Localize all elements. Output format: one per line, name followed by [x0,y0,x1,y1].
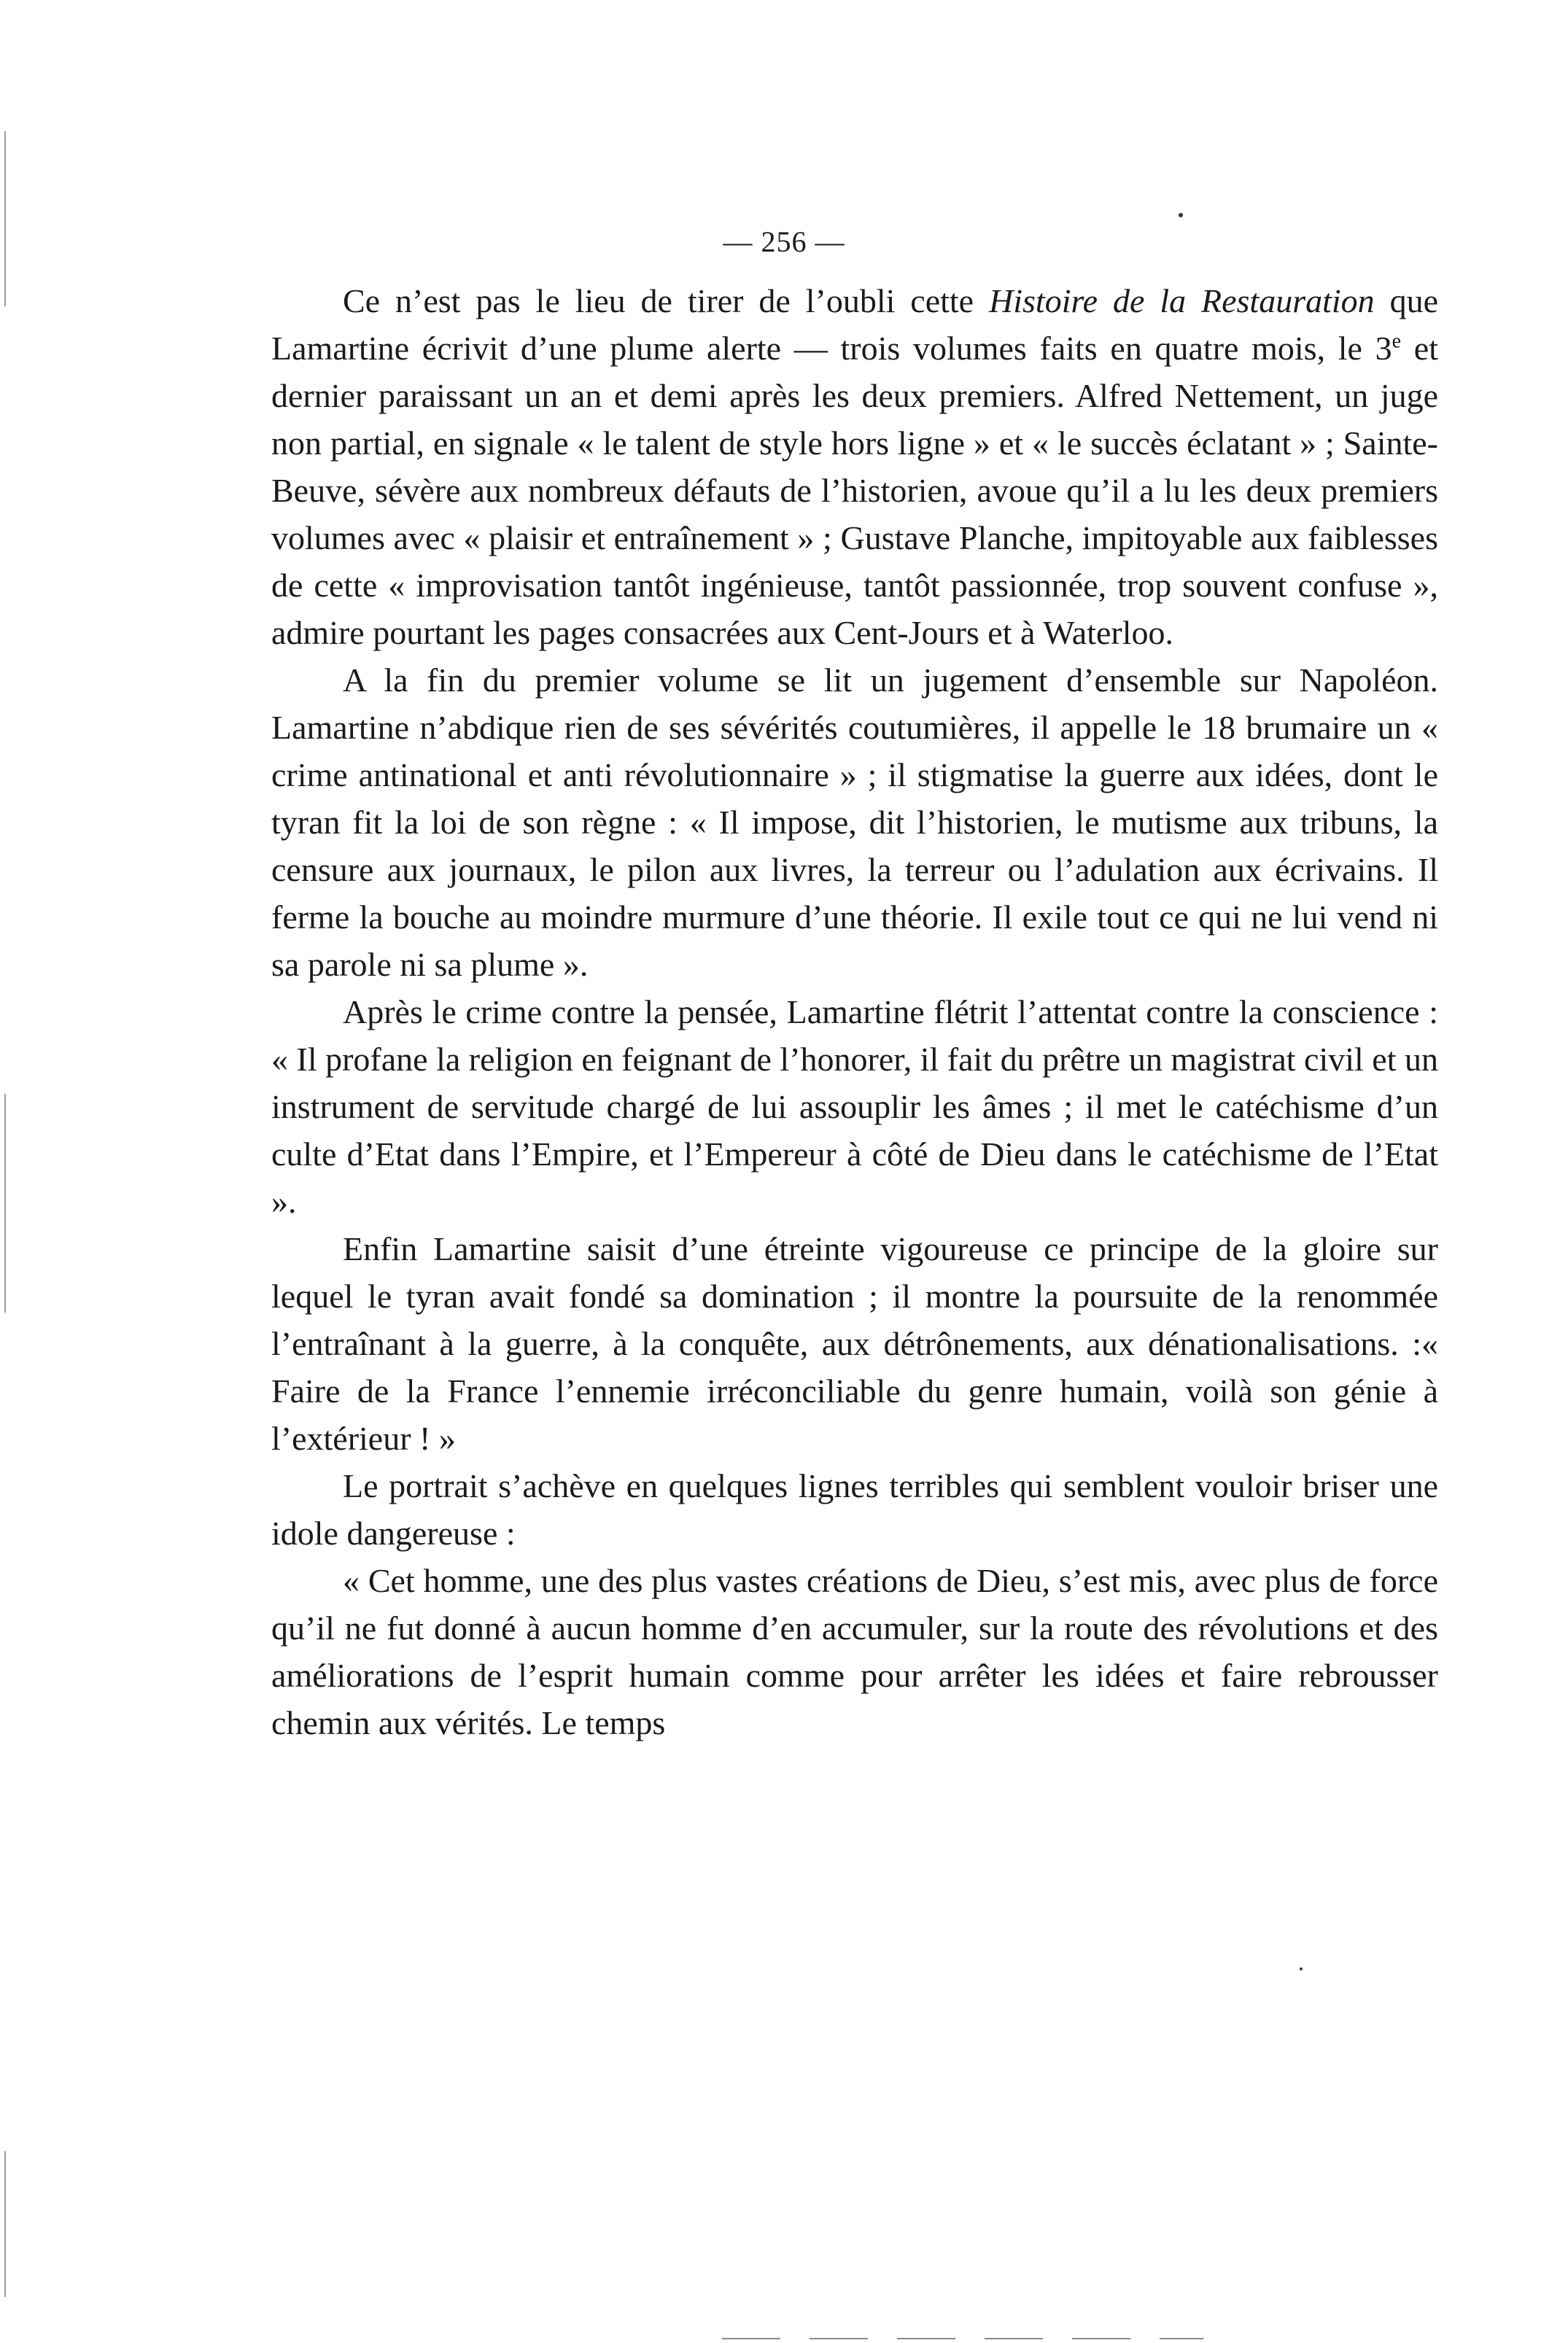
paragraph-p6 [271,1557,1438,1746]
paragraph-p3 [271,988,1438,1225]
scan-bottom-dash [897,2338,955,2339]
paragraph-p4 [271,1225,1438,1462]
scan-margin-mark [4,131,6,306]
scan-margin-mark [4,1094,6,1313]
scan-speck [1300,1967,1303,1970]
page-number: — 256 — [723,225,845,258]
text-segment: Ce n’est pas le lieu de tirer de l’oubli cette [343,282,990,319]
scan-speck [1179,213,1183,217]
paragraph-p5 [271,1462,1438,1557]
paragraph-p1 [271,277,1438,656]
text-segment: Enfin Lamartine saisit d’une étreinte vigoureuse ce principe de la gloire sur lequel le tyran avait fondé sa domination ; il montre la poursuite de la renommée l’entraînant à la guerre, à la conquête, aux détrônements, aux dénationalisations. :« Faire de la France l’ennemie irréconciliable du genre humain, voilà son génie à l’extérieur ! » [271,1230,1438,1457]
scan-bottom-dash [1160,2338,1203,2339]
scan-bottom-dash [722,2338,780,2339]
superscript: e [1392,330,1402,353]
scan-bottom-dash [810,2338,868,2339]
text-segment: Le portrait s’achève en quelques lignes terribles qui semblent vouloir briser une idole dangereuse : [271,1467,1438,1552]
text-segment: A la fin du premier volume se lit un jugement d’ensemble sur Napoléon. Lamartine n’abdique rien de ses sévérités coutumières, il appelle le 18 brumaire un « crime antinational et anti révolutionnaire » ; il stigmatise la guerre aux idées, dont le tyran fit la loi de son règne : « Il impose, dit l’historien, le mutisme aux tribuns, la censure aux journaux, le pilon aux livres, la terreur ou l’adulation aux écrivains. Il ferme la bouche au moindre murmure d’une théorie. Il exile tout ce qui ne lui vend ni sa parole ni sa plume ». [271,661,1438,983]
scan-margin-mark [4,2151,6,2297]
scan-bottom-dash [1072,2338,1130,2339]
italic-title: Histoire de la Restauration [989,282,1375,319]
text-segment: que Lamartine écrivit d’une plume alerte — trois volumes faits en quatre mois, le 3 [271,282,1438,367]
text-segment: Après le crime contre la pensée, Lamartine flétrit l’attentat contre la conscience : « Il profane la religion en feignant de l’honorer, il fait du prêtre un magistrat civil et un instrument de servitude chargé de lui assouplir les âmes ; il met le catéchisme d’un culte d’Etat dans l’Empire, et l’Empereur à côté de Dieu dans le catéchisme de l’Etat ». [271,993,1438,1220]
text-segment: et dernier paraissant un an et demi après les deux premiers. Alfred Nettement, un juge non partial, en signale « le talent de style hors ligne » et « le succès éclatant » ; Sainte-Beuve, sévère aux nombreux défauts de l’historien, avoue qu’il a lu les deux premiers volumes avec « plaisir et entraînement » ; Gustave Planche, impitoyable aux faiblesses de cette « improvisation tantôt ingénieuse, tantôt passionnée, trop souvent confuse », admire pourtant les pages consacrées aux Cent-Jours et à Waterloo. [271,330,1438,651]
text-segment: « Cet homme, une des plus vastes créations de Dieu, s’est mis, avec plus de force qu’il ne fut donné à aucun homme d’en accumuler, sur la route des révolutions et des améliorations de l’esprit humain comme pour arrêter les idées et faire rebrousser chemin aux vérités. Le temps [271,1562,1438,1741]
paragraph-p2 [271,656,1438,988]
scan-bottom-dash [985,2338,1043,2339]
body-text [271,277,1438,1746]
